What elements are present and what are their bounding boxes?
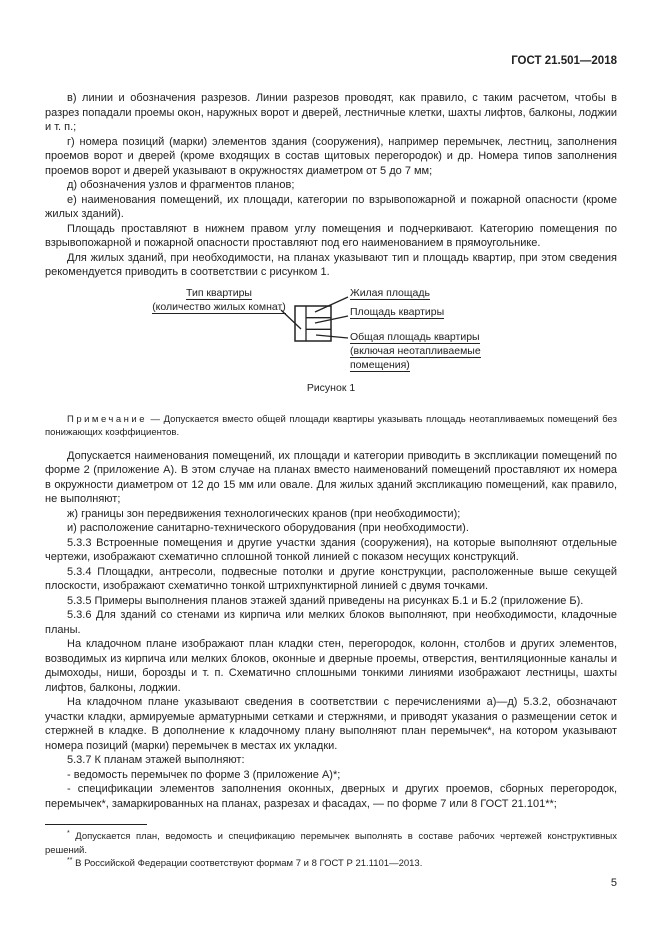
leader-line-total-area [316, 335, 348, 338]
paragraph-explikatsiya: Допускается наименования помещений, их площади и категории приводить в экспликации помещений по форме 2 (приложение А). В этом случае на планах вместо наименований помещений проставляют их номера в окружности диаметром от 12 до 15 мм или овале. Для жилых зданий экспликацию помещений, как правило, не выполняют; [45, 449, 617, 505]
paragraph-v: в) линии и обозначения разрезов. Линии разрезов проводят, как правило, с таким расчетом, чтобы в разрез попадали проемы окон, наружных ворот и дверей, лестничные клетки, шахты лифтов, балконы, лоджии и т. п.; [45, 92, 617, 133]
footnote-2-text: В Российской Федерации соответствуют формам 7 и 8 ГОСТ Р 21.1101—2013. [75, 858, 423, 869]
list-item-spetsifikatsii: - спецификации элементов заполнения оконных, дверных и других проемов, сборных перегородок, перемычек*, замаркированных на планах, разрезах и фасадах, — по форме 7 или 8 ГОСТ 21.101**; [45, 783, 617, 810]
paragraph-i: и) расположение санитарно-технического оборудования (при необходимости). [67, 522, 469, 534]
footnote-1-text: Допускается план, ведомость и спецификацию перемычек выполнять в составе рабочих чертежей конструктивных решений. [45, 831, 618, 856]
label-total-area [350, 330, 481, 372]
note-label: Примечание [67, 413, 147, 425]
paragraph-d: д) обозначения узлов и фрагментов планов; [67, 179, 295, 191]
paragraph-e: е) наименования помещений, их площади, категории по взрывопожарной и пожарной опасности (кроме жилых зданий). [45, 193, 617, 220]
footnote-separator [45, 824, 147, 825]
page-header-title: ГОСТ 21.501—2018 [511, 55, 617, 67]
page-number: 5 [610, 876, 617, 889]
paragraph-zhilye-zdaniya: Для жилых зданий, при необходимости, на планах указывают тип и площадь квартир, при этом сведения рекомендуется приводить в соответствии с рисунком 1. [45, 251, 617, 278]
figure-1-diagram [45, 285, 617, 373]
paragraph-5-3-5: 5.3.5 Примеры выполнения планов этажей зданий приведены на рисунках Б.1 и Б.2 (приложение Б). [67, 594, 584, 607]
footnote-2-marker: ** [67, 856, 73, 864]
label-living-area: Жилая площадь [350, 286, 430, 299]
paragraph-ploshchad: Площадь проставляют в нижнем правом углу помещения и подчеркивают. Категорию помещения по взрывопожарной и пожарной опасности проставляют под его наименованием в прямоугольнике. [45, 222, 617, 249]
footnote-2 [45, 857, 617, 871]
label-total-area-line3: помещения) [350, 358, 410, 371]
paragraph-g: г) номера позиций (марки) элементов здания (сооружения), например перемычек, лестниц, заполнения проемов ворот и дверей (кроме входящих в состав щитовых перегородок) и др. Номера типов заполнения проемов ворот и дверей указывают в окружностях диаметром от 5 до 7 мм; [45, 135, 617, 177]
note-text: — Допускается вместо общей площади квартиры указывать площадь неотапливаемых помещений без понижающих коэффициентов. [45, 413, 617, 438]
label-flat-area: Площадь квартиры [350, 305, 445, 318]
paragraph-kladochny-plan-1: На кладочном плане изображают план кладки стен, перегородок, колонн, столбов и других элементов, возводимых из кирпича или мелких блоков, оконные и дверные проемы, отверстия, вентиляционные каналы и дымоходы, ниши, борозды и т. п. Схематично сплошными тонкими линиями изображают лестницы, шахты лифтов, балконы, лоджии. [45, 638, 617, 694]
label-apartment-type [145, 286, 293, 314]
label-total-area-line2: (включая неотапливаемые [350, 344, 481, 357]
label-apartment-type-line2: (количество жилых комнат) [152, 300, 286, 313]
footnote-1-marker: * [67, 829, 70, 837]
label-apartment-type-line1: Тип квартиры [186, 286, 252, 299]
list-item-vedomost: - ведомость перемычек по форме 3 (приложение А)*; [67, 768, 341, 781]
paragraph-5-3-4: 5.3.4 Площадки, антресоли, подвесные потолки и другие конструкции, расположенные выше секущей плоскости, изображают схематично тонкой штрихпунктирной линией с двумя точками. [45, 565, 617, 592]
note-paragraph [45, 413, 617, 439]
paragraph-zh: ж) границы зон передвижения технологических кранов (при необходимости); [67, 507, 461, 520]
paragraph-kladochny-plan-2: На кладочном плане указывают сведения в соответствии с перечислениями а)—д) 5.3.2, обозначают участки кладки, армируемые арматурными сетками и стержнями, и приводят указания о размещении сеток и стержней в кладке. В дополнение к кладочному плану выполняют план перемычек*, на котором указывают номера позиций (марки) перемычек в местах их укладки. [45, 696, 617, 752]
footnote-1 [45, 830, 617, 857]
label-total-area-line1: Общая площадь квартиры [350, 330, 480, 343]
paragraph-5-3-7: 5.3.7 К планам этажей выполняют: [67, 754, 245, 766]
paragraph-5-3-6: 5.3.6 Для зданий со стенами из кирпича или мелких блоков выполняют, при необходимости, кладочные планы. [45, 609, 617, 636]
paragraph-5-3-3: 5.3.3 Встроенные помещения и другие участки здания (сооружения), на которые выполняют отдельные чертежи, изображают схематично сплошной тонкой линией с показом несущих конструкций. [45, 536, 617, 563]
figure-caption: Рисунок 1 [306, 381, 356, 394]
apartment-box-diagram [45, 285, 617, 373]
